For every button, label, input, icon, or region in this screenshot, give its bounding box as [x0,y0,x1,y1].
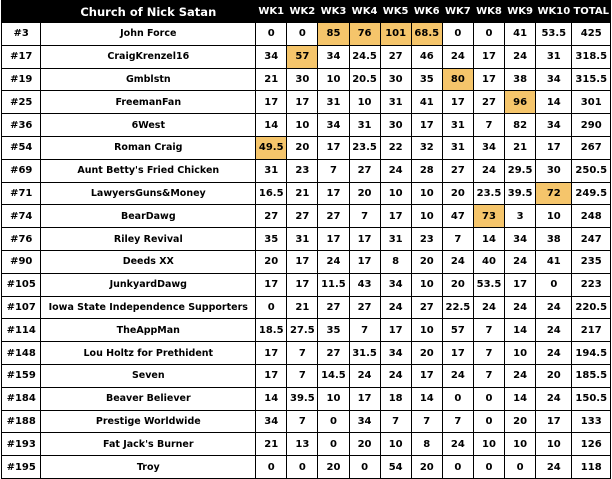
week-score-cell: 7 [473,114,504,137]
week-score-cell: 0 [318,410,349,433]
table-row [2,45,611,68]
week-score-cell: 10 [411,205,442,228]
team-name-cell: LawyersGuns&Money [41,182,256,205]
week-score-cell: 27 [287,205,318,228]
week-score-cell: 34 [536,68,572,91]
team-name-cell: FreemanFan [41,91,256,114]
total-cell: 126 [572,433,611,456]
week-score-cell: 10 [380,433,411,456]
week-score-cell: 21 [256,433,287,456]
rank-cell: #71 [2,182,41,205]
week-score-cell: 14 [256,114,287,137]
week-score-cell: 27 [318,296,349,319]
table-row [2,23,611,46]
week-score-cell: 0 [473,410,504,433]
week-score-cell: 21 [287,296,318,319]
week-score-cell: 31 [318,91,349,114]
week-score-cell: 57 [442,319,473,342]
table-row [2,250,611,273]
week-header: WK4 [349,1,380,23]
week-score-cell: 17 [256,273,287,296]
week-score-cell: 20 [411,342,442,365]
week-score-cell: 31 [536,45,572,68]
rank-cell: #54 [2,136,41,159]
team-name-cell: 6West [41,114,256,137]
week-score-cell: 80 [442,68,473,91]
week-score-cell: 7 [287,364,318,387]
week-score-cell: 41 [411,91,442,114]
table-row [2,273,611,296]
table-row [2,319,611,342]
week-score-cell: 22.5 [442,296,473,319]
week-score-cell: 10 [287,114,318,137]
week-score-cell: 7 [473,364,504,387]
week-score-cell: 24 [473,159,504,182]
week-score-cell: 20 [536,364,572,387]
week-score-cell: 7 [442,228,473,251]
week-score-cell: 20 [411,250,442,273]
week-score-cell: 30 [380,114,411,137]
week-score-cell: 17 [536,136,572,159]
table-row [2,136,611,159]
total-cell: 315.5 [572,68,611,91]
week-score-cell: 31 [380,228,411,251]
week-score-cell: 0 [442,387,473,410]
week-score-cell: 20 [411,456,442,479]
team-name-cell: Aunt Betty's Fried Chicken [41,159,256,182]
week-score-cell: 10 [411,182,442,205]
team-name-cell: Prestige Worldwide [41,410,256,433]
week-score-cell: 34 [380,273,411,296]
week-score-cell: 17 [318,136,349,159]
week-score-cell: 10 [411,273,442,296]
week-score-cell: 24 [442,45,473,68]
team-name-cell: BearDawg [41,205,256,228]
total-cell: 150.5 [572,387,611,410]
week-score-cell: 8 [380,250,411,273]
week-score-cell: 7 [473,342,504,365]
week-score-cell: 17 [349,228,380,251]
table-row [2,114,611,137]
week-score-cell: 34 [349,410,380,433]
week-score-cell: 27 [349,296,380,319]
week-score-cell: 31 [287,228,318,251]
week-score-cell: 46 [411,45,442,68]
week-score-cell: 24 [505,250,536,273]
table-row [2,182,611,205]
total-cell: 133 [572,410,611,433]
total-cell: 249.5 [572,182,611,205]
week-score-cell: 35 [256,228,287,251]
week-score-cell: 24 [442,433,473,456]
week-score-cell: 54 [380,456,411,479]
week-score-cell: 0 [505,456,536,479]
total-cell: 290 [572,114,611,137]
week-score-cell: 23.5 [349,136,380,159]
table-row [2,410,611,433]
week-score-cell: 10 [318,387,349,410]
week-header: WK2 [287,1,318,23]
week-score-cell: 7 [349,205,380,228]
week-score-cell: 7 [318,159,349,182]
week-score-cell: 0 [473,387,504,410]
total-cell: 247 [572,228,611,251]
week-score-cell: 14 [473,228,504,251]
week-score-cell: 17 [318,182,349,205]
week-score-cell: 24 [380,159,411,182]
week-score-cell: 31 [380,91,411,114]
week-score-cell: 10 [536,433,572,456]
week-header: WK1 [256,1,287,23]
week-score-cell: 17 [318,228,349,251]
week-score-cell: 57 [287,45,318,68]
team-name-cell: TheAppMan [41,319,256,342]
week-score-cell: 17 [380,205,411,228]
team-name-cell: Troy [41,456,256,479]
week-score-cell: 14 [411,387,442,410]
week-score-cell: 30 [536,159,572,182]
week-score-cell: 20 [442,273,473,296]
week-score-cell: 47 [442,205,473,228]
week-score-cell: 17 [411,364,442,387]
week-score-cell: 16.5 [256,182,287,205]
week-score-cell: 24 [442,250,473,273]
week-score-cell: 17 [287,250,318,273]
total-cell: 250.5 [572,159,611,182]
table-row [2,68,611,91]
week-score-cell: 0 [318,433,349,456]
week-score-cell: 27 [256,205,287,228]
week-score-cell: 41 [536,250,572,273]
week-score-cell: 24 [380,364,411,387]
week-score-cell: 82 [505,114,536,137]
week-score-cell: 20.5 [349,68,380,91]
rank-cell: #184 [2,387,41,410]
week-score-cell: 27 [318,342,349,365]
week-score-cell: 85 [318,23,349,46]
week-score-cell: 29.5 [505,159,536,182]
week-score-cell: 96 [505,91,536,114]
rank-cell: #159 [2,364,41,387]
week-score-cell: 23.5 [473,182,504,205]
rank-cell: #188 [2,410,41,433]
rank-cell: #3 [2,23,41,46]
week-score-cell: 10 [349,91,380,114]
week-score-cell: 14 [505,319,536,342]
week-score-cell: 13 [287,433,318,456]
week-score-cell: 30 [287,68,318,91]
week-score-cell: 34 [473,136,504,159]
week-score-cell: 11.5 [318,273,349,296]
week-score-cell: 0 [256,296,287,319]
week-score-cell: 20 [505,410,536,433]
week-score-cell: 0 [287,456,318,479]
week-score-cell: 20 [287,136,318,159]
week-score-cell: 17 [442,91,473,114]
week-score-cell: 31 [442,136,473,159]
week-score-cell: 21 [256,68,287,91]
week-score-cell: 20 [442,182,473,205]
week-score-cell: 34 [318,114,349,137]
header-row [2,1,611,23]
week-score-cell: 27.5 [287,319,318,342]
week-score-cell: 27 [318,205,349,228]
week-score-cell: 17 [473,68,504,91]
week-score-cell: 73 [473,205,504,228]
week-score-cell: 17 [256,364,287,387]
week-score-cell: 76 [349,23,380,46]
week-score-cell: 49.5 [256,136,287,159]
team-name-cell: Roman Craig [41,136,256,159]
week-score-cell: 17 [505,273,536,296]
week-score-cell: 24 [505,296,536,319]
week-score-cell: 10 [411,319,442,342]
week-score-cell: 14 [256,387,287,410]
team-name-cell: John Force [41,23,256,46]
total-cell: 248 [572,205,611,228]
week-score-cell: 17 [349,250,380,273]
week-score-cell: 0 [287,23,318,46]
week-score-cell: 27 [411,296,442,319]
rank-cell: #148 [2,342,41,365]
week-score-cell: 34 [318,45,349,68]
week-score-cell: 7 [411,410,442,433]
week-score-cell: 0 [536,273,572,296]
week-score-cell: 23 [287,159,318,182]
week-score-cell: 39.5 [505,182,536,205]
total-cell: 235 [572,250,611,273]
table-row [2,228,611,251]
week-score-cell: 10 [380,182,411,205]
table-row [2,205,611,228]
week-score-cell: 24 [536,342,572,365]
week-score-cell: 21 [505,136,536,159]
week-score-cell: 8 [411,433,442,456]
week-score-cell: 23 [411,228,442,251]
team-name-cell: Beaver Believer [41,387,256,410]
week-header: WK9 [505,1,536,23]
week-score-cell: 30 [380,68,411,91]
week-score-cell: 31 [349,114,380,137]
week-score-cell: 43 [349,273,380,296]
rank-cell: #90 [2,250,41,273]
week-score-cell: 22 [380,136,411,159]
week-score-cell: 7 [380,410,411,433]
week-score-cell: 68.5 [411,23,442,46]
table-body [2,23,611,479]
league-title: Church of Nick Satan [41,1,256,23]
week-score-cell: 24.5 [349,45,380,68]
rank-cell: #195 [2,456,41,479]
total-cell: 118 [572,456,611,479]
week-score-cell: 3 [505,205,536,228]
week-score-cell: 27 [349,159,380,182]
week-score-cell: 53.5 [473,273,504,296]
total-cell: 223 [572,273,611,296]
week-score-cell: 14 [505,387,536,410]
week-score-cell: 34 [256,410,287,433]
week-score-cell: 17 [256,91,287,114]
week-score-cell: 17 [287,273,318,296]
table-row [2,296,611,319]
table-row [2,364,611,387]
week-score-cell: 10 [473,433,504,456]
rank-cell: #17 [2,45,41,68]
total-cell: 185.5 [572,364,611,387]
week-score-cell: 17 [536,410,572,433]
week-score-cell: 0 [256,456,287,479]
rank-cell: #107 [2,296,41,319]
week-score-cell: 24 [442,364,473,387]
week-score-cell: 20 [256,250,287,273]
week-score-cell: 32 [411,136,442,159]
week-score-cell: 24 [380,296,411,319]
week-score-cell: 14 [536,91,572,114]
team-name-cell: CraigKrenzel16 [41,45,256,68]
week-header: WK7 [442,1,473,23]
week-score-cell: 24 [505,364,536,387]
week-score-cell: 24 [536,387,572,410]
week-score-cell: 101 [380,23,411,46]
week-score-cell: 24 [536,319,572,342]
week-score-cell: 40 [473,250,504,273]
week-score-cell: 21 [287,182,318,205]
table-row [2,342,611,365]
week-score-cell: 17 [473,45,504,68]
rank-cell: #25 [2,91,41,114]
total-cell: 194.5 [572,342,611,365]
week-score-cell: 24 [536,456,572,479]
week-score-cell: 39.5 [287,387,318,410]
standings-table [1,0,611,479]
team-name-cell: Iowa State Independence Supporters [41,296,256,319]
total-cell: 425 [572,23,611,46]
rank-cell: #76 [2,228,41,251]
week-score-cell: 17 [256,342,287,365]
team-name-cell: Lou Holtz for Prethident [41,342,256,365]
week-score-cell: 24 [349,364,380,387]
team-name-cell: Seven [41,364,256,387]
table-header [2,1,611,23]
rank-header [2,1,41,23]
week-score-cell: 31 [256,159,287,182]
week-score-cell: 28 [411,159,442,182]
week-score-cell: 17 [349,387,380,410]
week-score-cell: 34 [256,45,287,68]
week-score-cell: 27 [442,159,473,182]
week-score-cell: 34 [536,114,572,137]
week-score-cell: 34 [505,228,536,251]
table-row [2,91,611,114]
week-score-cell: 7 [287,342,318,365]
week-score-cell: 38 [505,68,536,91]
week-score-cell: 0 [442,23,473,46]
week-score-cell: 35 [411,68,442,91]
week-score-cell: 0 [256,23,287,46]
rank-cell: #105 [2,273,41,296]
total-cell: 301 [572,91,611,114]
rank-cell: #193 [2,433,41,456]
team-name-cell: Fat Jack's Burner [41,433,256,456]
table-row [2,387,611,410]
week-score-cell: 18 [380,387,411,410]
total-cell: 267 [572,136,611,159]
week-score-cell: 17 [442,342,473,365]
week-score-cell: 10 [505,342,536,365]
week-header: WK8 [473,1,504,23]
total-cell: 220.5 [572,296,611,319]
rank-cell: #114 [2,319,41,342]
total-header: TOTAL [572,1,611,23]
week-score-cell: 10 [505,433,536,456]
team-name-cell: Deeds XX [41,250,256,273]
week-score-cell: 24 [536,296,572,319]
week-score-cell: 7 [287,410,318,433]
week-score-cell: 14.5 [318,364,349,387]
week-score-cell: 7 [473,319,504,342]
week-score-cell: 24 [505,45,536,68]
week-score-cell: 0 [473,456,504,479]
week-score-cell: 20 [318,456,349,479]
team-name-cell: JunkyardDawg [41,273,256,296]
week-score-cell: 27 [473,91,504,114]
week-score-cell: 17 [411,114,442,137]
week-score-cell: 31 [442,114,473,137]
table-row [2,159,611,182]
week-score-cell: 35 [318,319,349,342]
total-cell: 318.5 [572,45,611,68]
week-score-cell: 7 [442,410,473,433]
total-cell: 217 [572,319,611,342]
week-score-cell: 31.5 [349,342,380,365]
rank-cell: #19 [2,68,41,91]
week-score-cell: 17 [287,91,318,114]
week-header: WK10 [536,1,572,23]
team-name-cell: Riley Revival [41,228,256,251]
week-score-cell: 34 [380,342,411,365]
week-header: WK5 [380,1,411,23]
week-score-cell: 27 [380,45,411,68]
week-score-cell: 17 [380,319,411,342]
rank-cell: #69 [2,159,41,182]
week-header: WK3 [318,1,349,23]
week-score-cell: 20 [349,182,380,205]
rank-cell: #74 [2,205,41,228]
week-score-cell: 10 [536,205,572,228]
week-score-cell: 0 [442,456,473,479]
team-name-cell: Gmblstn [41,68,256,91]
table-row [2,433,611,456]
week-score-cell: 0 [349,456,380,479]
week-score-cell: 0 [473,23,504,46]
week-score-cell: 7 [349,319,380,342]
week-score-cell: 24 [318,250,349,273]
week-score-cell: 24 [473,296,504,319]
rank-cell: #36 [2,114,41,137]
week-score-cell: 53.5 [536,23,572,46]
week-score-cell: 41 [505,23,536,46]
week-score-cell: 10 [318,68,349,91]
table-row [2,456,611,479]
week-score-cell: 18.5 [256,319,287,342]
week-header: WK6 [411,1,442,23]
week-score-cell: 38 [536,228,572,251]
week-score-cell: 20 [349,433,380,456]
week-score-cell: 72 [536,182,572,205]
